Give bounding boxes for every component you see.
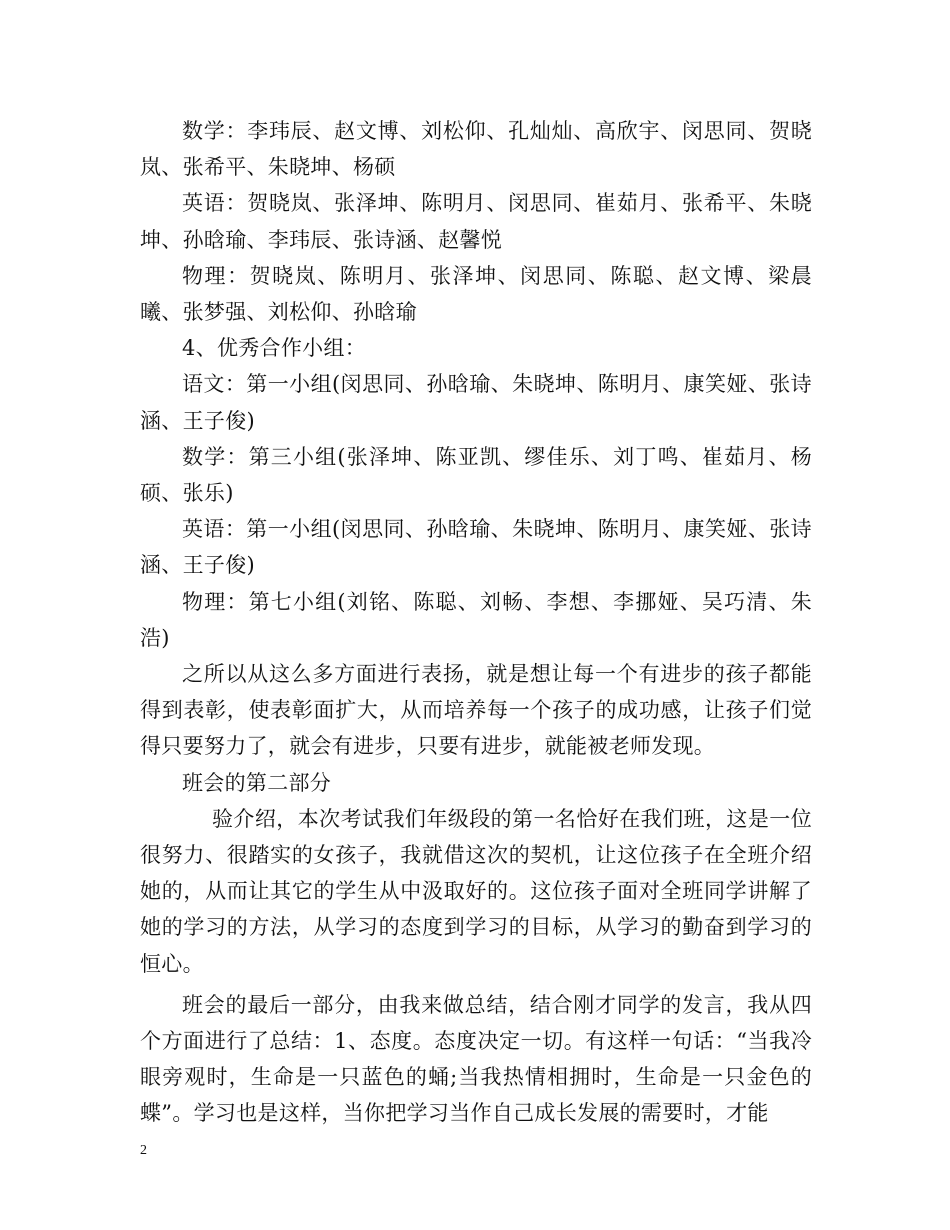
- paragraph-chinese-group: 语文：第一小组(闵思同、孙晗瑜、朱晓坤、陈明月、康笑娅、张诗涵、王子俊): [140, 372, 812, 433]
- paragraph-physics-awards: 物理：贺晓岚、陈明月、张泽坤、闵思同、陈聪、赵文博、梁晨曦、张梦强、刘松仰、孙晗瑜: [140, 263, 812, 325]
- paragraph-physics-group: 物理：第七小组(刘铭、陈聪、刘畅、李想、李挪娅、吴巧清、朱浩): [140, 589, 812, 650]
- page-number: 2: [140, 1143, 147, 1158]
- document-body: [140, 113, 812, 1132]
- paragraph-math-awards: 数学：李玮辰、赵文博、刘松仰、孔灿灿、高欣宇、闵思同、贺晓岚、张希平、朱晓坤、杨硕: [140, 119, 812, 180]
- paragraph-english-awards: 英语：贺晓岚、张泽坤、陈明月、闵思同、崔茹月、张希平、朱晓坤、孙晗瑜、李玮辰、张诗涵、赵馨悦: [140, 191, 812, 252]
- paragraph-experience-intro: 验介绍，本次考试我们年级段的第一名恰好在我们班，这是一位很努力、很踏实的女孩子，我就借这次的契机，让这位孩子在全班介绍她的，从而让其它的学生从中汲取好的。这位孩子面对全班同学讲解了她的学习的方法，从学习的态度到学习的目标，从学习的勤奋到学习的恒心。: [140, 806, 812, 976]
- section-heading-part-two: 班会的第二部分: [182, 770, 332, 795]
- paragraph-english-group: 英语：第一小组(闵思同、孙晗瑜、朱晓坤、陈明月、康笑娅、张诗涵、王子俊): [140, 517, 812, 578]
- paragraph-math-group: 数学：第三小组(张泽坤、陈亚凯、缪佳乐、刘丁鸣、崔茹月、杨硕、张乐): [140, 444, 812, 506]
- paragraph-summary: 班会的最后一部分，由我来做总结，结合刚才同学的发言，我从四个方面进行了总结：1、态度。态度决定一切。有这样一句话：“当我冷眼旁观时，生命是一只蓝色的蛹;当我热情相拥时，生命是一只金色的蝶”。学习也是这样，当你把学习当作自己成长发展的需要时，才能: [140, 992, 812, 1126]
- paragraph-praise-purpose: 之所以从这么多方面进行表扬，就是想让每一个有进步的孩子都能得到表彰，使表彰面扩大，从而培养每一个孩子的成功感，让孩子们觉得只要努力了，就会有进步，只要有进步，就能被老师发现。: [140, 662, 812, 759]
- section-heading-cooperation-groups: 4、优秀合作小组：: [182, 336, 367, 361]
